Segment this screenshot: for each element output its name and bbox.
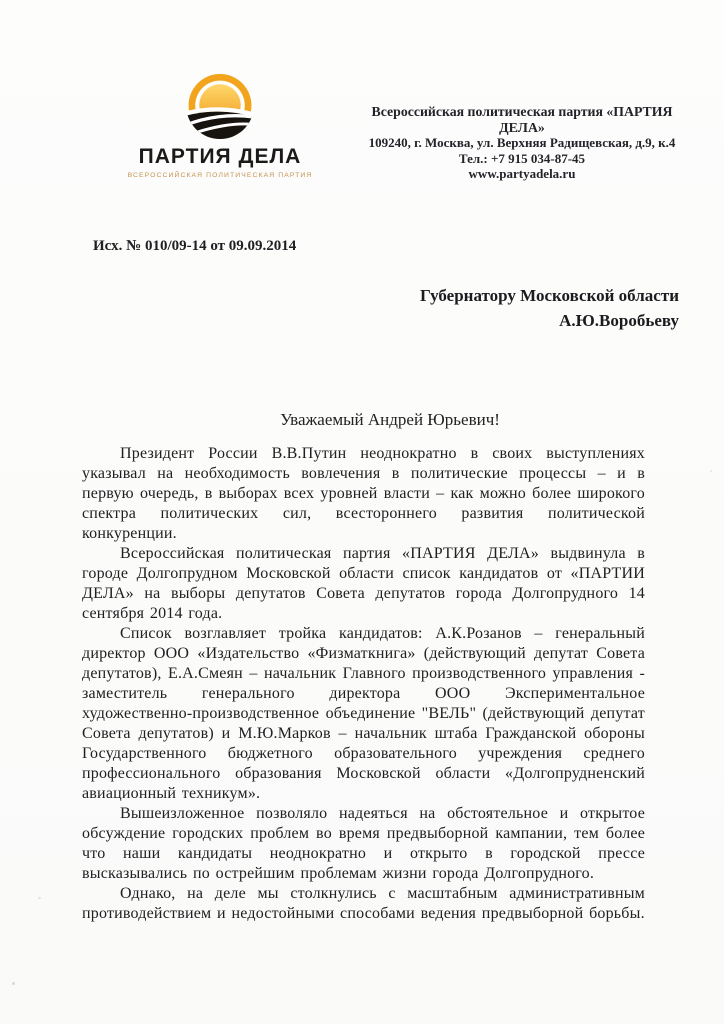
party-logo <box>120 68 320 179</box>
scan-speck <box>38 897 41 899</box>
contact-line: www.partyadela.ru <box>468 166 576 181</box>
body-paragraph: Всероссийская политическая партия «ПАРТИЯ ДЕЛА» выдвинула в городе Долгопрудном Московской области список кандидатов от «ПАРТИИ ДЕЛА» на выборы депутатов Совета депутатов города Долгопрудного 14 сентября 2014 года. <box>82 545 645 622</box>
letterhead-contact-block <box>348 104 696 182</box>
logo-subtitle: ВСЕРОССИЙСКАЯ ПОЛИТИЧЕСКАЯ ПАРТИЯ <box>127 172 313 179</box>
letter-body <box>82 444 645 924</box>
body-paragraph: Президент России В.В.Путин неоднократно в своих выступлениях указывал на необходимость вовлечения в политические процессы – и в первую очередь, в выборах всех уровней власти – как можно более широкого спектра политических сил, всестороннего развития политической конкуренции. <box>82 445 645 542</box>
body-paragraph: Вышеизложенное позволяло надеяться на обстоятельное и открытое обсуждение городских проблем во время предвыборной кампании, тем более что наши кандидаты неоднократно и открыто в городской прессе высказывались по острейшим проблемам жизни города Долгопрудного. <box>82 805 645 882</box>
contact-line: Всероссийская политическая партия «ПАРТИЯ ДЕЛА» <box>371 104 673 135</box>
body-paragraph: Однако, на деле мы столкнулись с масштабным административным противодействием и недостойными способами ведения предвыборной борьбы. <box>82 885 645 922</box>
outgoing-reference-line: Исх. № 010/09-14 от 09.09.2014 <box>93 238 297 254</box>
addressee-line: Губернатору Московской области <box>419 286 679 305</box>
logo-title: ПАРТИЯ ДЕЛА <box>138 145 302 168</box>
sun-field-logo-icon <box>183 68 257 142</box>
addressee-line: А.Ю.Воробьеву <box>559 311 679 330</box>
scan-speck <box>710 470 712 472</box>
addressee-block <box>420 283 679 333</box>
scan-speck <box>12 982 15 985</box>
contact-line: 109240, г. Москва, ул. Верхняя Радищевская, д.9, к.4 <box>368 135 676 150</box>
contact-line: Тел.: +7 915 034-87-45 <box>458 150 586 166</box>
salutation: Уважаемый Андрей Юрьевич! <box>280 410 500 429</box>
body-paragraph: Список возглавляет тройка кандидатов: А.К.Розанов – генеральный директор ООО «Издательство «Физматкнига» (действующий депутат Совета депутатов), Е.А.Смеян – начальник Главного производственного управления - заместитель генерального директора ООО Экспериментальное художественно-производственное объединение "ВЕЛЬ" (действующий депутат Совета депутатов) и М.Ю.Марков – начальник штаба Гражданской обороны Государственного бюджетного образовательного учреждения среднего профессионального образования Московской области «Долгопрудненский авиационный техникум». <box>82 625 645 802</box>
